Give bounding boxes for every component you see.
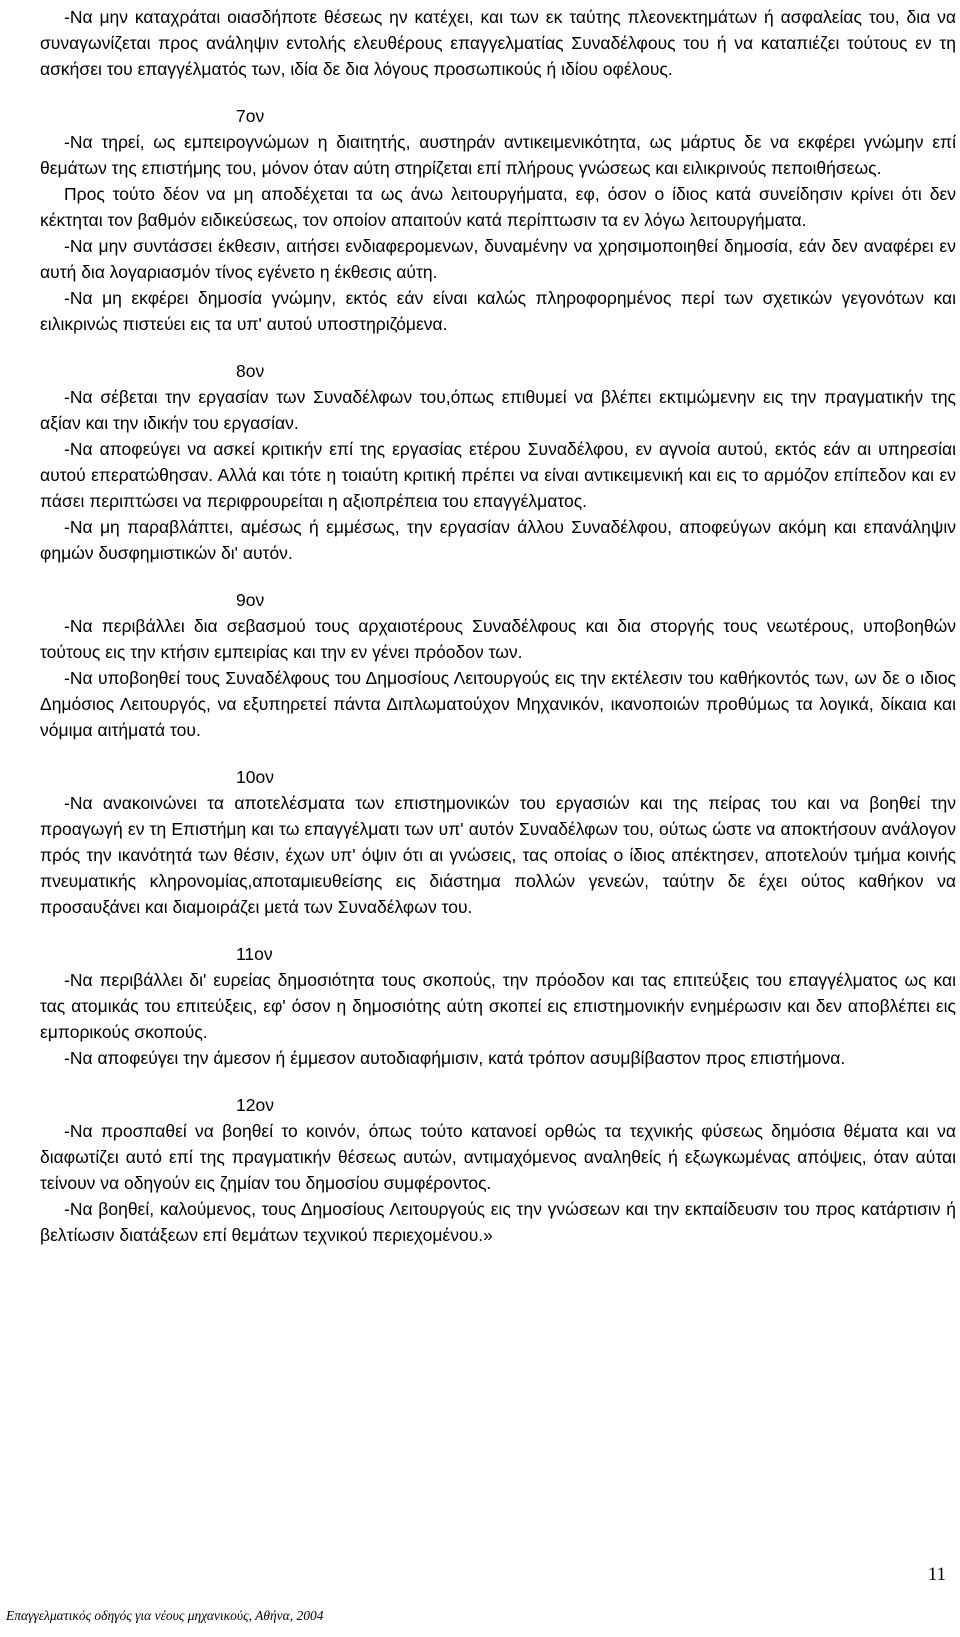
paragraph-8-2: -Να αποφεύγει να ασκεί κριτικήν επί της εργασίας ετέρου Συναδέλφου, εν αγνοία αυτού, εκτός εάν αι υπηρεσίαι αυτού επερατώθησαν. Αλλά και τότε η τοιαύτη κριτική πρέπει να είναι αντικειμενική και εις το αρμόζον επίπεδον και εν πάσει περιπτώσει να περιφρουρείται η αξιοπρέπεια του επαγγέλματος. [40, 439, 956, 511]
paragraph-9-2: -Να υποβοηθεί τους Συναδέλφους του Δημοσίους Λειτουργούς εις την εκτέλεσιν του καθήκοντός των, ων δε ο ιδιος Δημόσιος Λειτουργός, να εξυπηρετεί πάντα Διπλωματούχον Μηχανικόν, ικανοποιών προθύμως τα λογικά, δίκαια και νόμιμα αιτήματά του. [40, 668, 956, 740]
paragraph-9-1: -Να περιβάλλει δια σεβασμού τους αρχαιοτέρους Συναδέλφους και δια στοργής τους νεωτέρους, υποβοηθών τούτους εις την κτήσιν εμπειρίας και την εν γένει πρόοδον των. [40, 616, 956, 662]
paragraph-7-1: -Να τηρεί, ως εμπειρογνώμων η διαιτητής, αυστηράν αντικειμενικότητα, ως μάρτυς δε να εκφέρει γνώμην επί θεμάτων της επιστήμης του, μόνον όταν αύτη στηρίζεται επί πλήρους γνώσεως και ειλικρινούς πεποιθήσεως. [40, 132, 956, 178]
article-heading-12: 12ον [236, 1095, 274, 1115]
document-body [40, 4, 956, 1248]
paragraph-8-3: -Να μη παραβλάπτει, αμέσως ή εμμέσως, την εργασίαν άλλου Συναδέλφου, αποφεύγων ακόμη και επανάληψιν φημών δυσφημιστικών δι' αυτόν. [40, 517, 956, 563]
paragraph-12-2: -Να βοηθεί, καλούμενος, τους Δημοσίους Λειτουργούς εις την γνώσεων και την εκπαίδευσιν του προς κατάρτισιν ή βελτίωσιν διατάξεων επί θεμάτων τεχνικού περιεχομένου.» [40, 1199, 956, 1245]
page-number: 11 [927, 1564, 946, 1585]
paragraph-7-4: -Να μη εκφέρει δημοσία γνώμην, εκτός εάν είναι καλώς πληροφορημένος περί των σχετικών γεγονότων και ειλικρινώς πιστεύει εις τα υπ' αυτού υποστηριζόμενα. [40, 288, 956, 334]
paragraph-11-2: -Να αποφεύγει την άμεσον ή έμμεσον αυτοδιαφήμισιν, κατά τρόπον ασυμβίβαστον προς επιστήμονα. [64, 1048, 846, 1068]
paragraph-12-1: -Να προσπαθεί να βοηθεί το κοινόν, όπως τούτο κατανοεί ορθώς τα τεχνικής φύσεως δημόσια θέματα και να διαφωτίζει αυτό επί της πραγματικήν θέσεως αυτών, αντιμαχόμενος αναληθείς ή εξωγκωμένας απόψεις, όταν αύται τείνουν να οδηγούν εις ζημίαν του δημοσίου συμφέροντος. [40, 1121, 956, 1193]
article-heading-9: 9ον [236, 590, 265, 610]
article-heading-10: 10ον [236, 767, 274, 787]
footer-caption: Επαγγελματικός οδηγός για νέους μηχανικούς, Αθήνα, 2004 [6, 1608, 324, 1623]
article-heading-11: 11ον [236, 944, 273, 964]
paragraph-10-1: -Να ανακοινώνει τα αποτελέσματα των επιστημονικών του εργασιών και της πείρας του και να βοηθεί την προαγωγή εν τη Επιστήμη και τω επαγγέλματι των υπ' αυτόν Συναδέλφων του, ούτως ώστε να αποκτήσουν ανάλογον πρός την ικανότητά των θέσιν, έχων υπ' όψιν ότι αι γνώσεις, τας οποίας ο ίδιος απέκτησεν, αποτελούν τμήμα κοινής πνευματικής κληρονομίας,αποταμιευθείσης εις διάστημα πολλών γενεών, ταύτην δε έχει ούτος καθήκον να προσαυξάνει και διαμοιράζει μετά των Συναδέλφων του. [40, 793, 956, 917]
paragraph-7-3: -Να μην συντάσσει έκθεσιν, αιτήσει ενδιαφερομενων, δυναμένην να χρησιμοποιηθεί δημοσία, εάν δεν αναφέρει εν αυτή δια λογαριασμόν τίνος εγένετο η έκθεσις αύτη. [40, 236, 956, 282]
paragraph-8-1: -Να σέβεται την εργασίαν των Συναδέλφων του,όπως επιθυμεί να βλέπει εκτιμώμενην εις την πραγματικήν της αξίαν και την ιδικήν του εργασίαν. [40, 387, 956, 433]
article-heading-7: 7ον [236, 106, 265, 126]
article-heading-8: 8ον [236, 361, 265, 381]
paragraph-7-2: Προς τούτο δέον να μη αποδέχεται τα ως άνω λειτουργήματα, εφ, όσον ο ίδιος κατά συνείδησιν κρίνει ότι δεν κέκτηται τον βαθμόν ειδικεύσεως, τον οποίον απαιτούν κατά περίπτωσιν τα εν λόγω λειτουργήματα. [40, 184, 956, 230]
paragraph-intro: -Να μην καταχράται οιασδήποτε θέσεως ην κατέχει, και των εκ ταύτης πλεονεκτημάτων ή ασφαλείας του, δια να συναγωνίζεται προς ανάληψιν εντολής ελευθέρους επαγγελματίας Συναδέλφους του ή να καταπιέζει τούτους εν τη ασκήσει του επαγγέλματός των, ιδία δε δια λόγους προσωπικούς ή ιδίου οφέλους. [40, 7, 956, 79]
paragraph-11-1: -Να περιβάλλει δι' ευρείας δημοσιότητα τους σκοπούς, την πρόοδον και τας επιτεύξεις του επαγγέλματος ως και τας ατομικάς του επιτεύξεις, εφ' όσον η δημοσιότης αύτη σκοπεί εις επιστημονικήν ενημέρωσιν και δεν αποβλέπει εις εμπορικούς σκοπούς. [40, 970, 956, 1042]
